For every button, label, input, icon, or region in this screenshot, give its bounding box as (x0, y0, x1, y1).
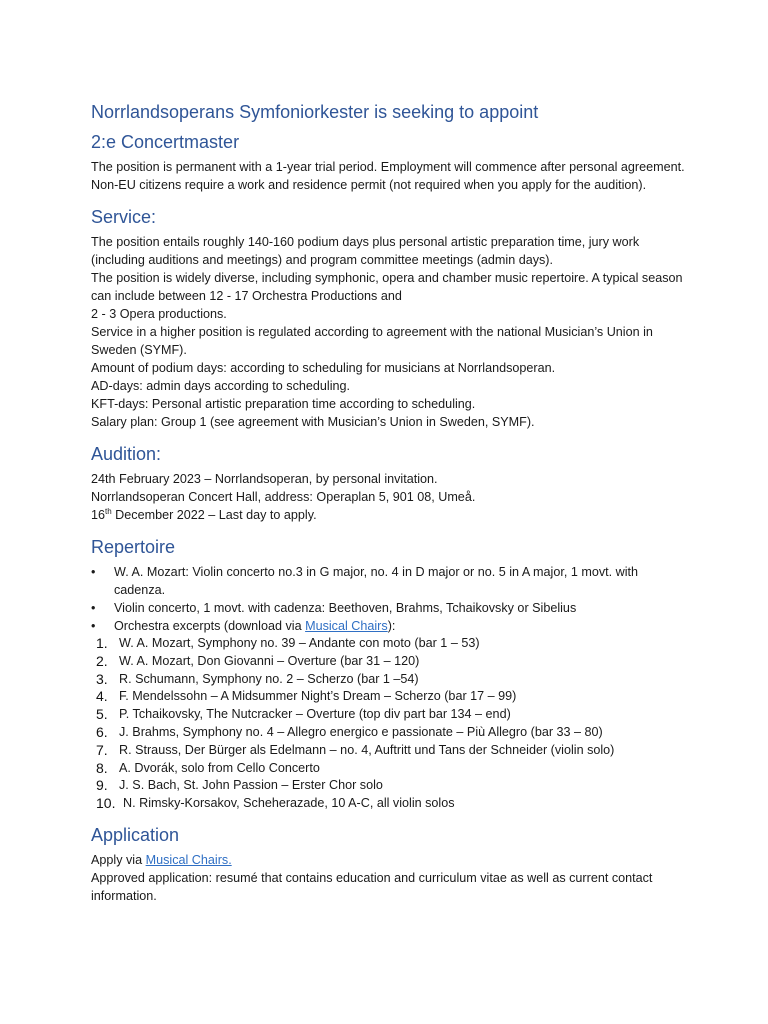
repertoire-section (91, 563, 691, 813)
list-item: 5. P. Tchaikovsky, The Nutcracker – Overture (top div part bar 134 – end) (96, 706, 511, 723)
audition-heading: Audition: (91, 444, 162, 464)
list-item: 4. F. Mendelssohn – A Midsummer Night’s Dream – Scherzo (bar 17 – 99) (96, 688, 517, 705)
service-line: AD-days: admin days according to scheduling. (91, 379, 351, 393)
excerpts-list (91, 635, 691, 813)
list-item: 2. W. A. Mozart, Don Giovanni – Overture (bar 31 – 120) (96, 652, 420, 669)
service-line: Service in a higher position is regulated according to agreement with the national Musician’s Union in Sweden (SYMF). (91, 325, 653, 357)
list-item: 9. J. S. Bach, St. John Passion – Erster Chor solo (96, 777, 383, 794)
musical-chairs-apply-link[interactable]: Musical Chairs. (145, 852, 232, 867)
service-line: Amount of podium days: according to scheduling for musicians at Norrlandsoperan. (91, 361, 556, 375)
service-line: KFT-days: Personal artistic preparation time according to scheduling. (91, 397, 476, 411)
service-line: Salary plan: Group 1 (see agreement with Musician’s Union in Sweden, SYMF). (91, 415, 535, 429)
list-item: 10. N. Rimsky-Korsakov, Scheherazade, 10 A-C, all violin solos (96, 795, 455, 812)
apply-line: Apply via Musical Chairs. (91, 852, 232, 867)
list-item: 3. R. Schumann, Symphony no. 2 – Scherzo (bar 1 –54) (96, 670, 419, 687)
list-item: 7. R. Strauss, Der Bürger als Edelmann – no. 4, Auftritt und Tans der Schneider (violin solo) (96, 741, 615, 758)
application-section (91, 851, 691, 905)
musical-chairs-link[interactable]: Musical Chairs (305, 619, 388, 633)
intro-paragraph: The position is permanent with a 1-year trial period. Employment will commence after personal agreement. Non-EU citizens require a work and residence permit (not required when you apply for the audition). (91, 160, 685, 192)
audition-section (91, 470, 691, 524)
service-section (91, 233, 691, 431)
approved-application-text: Approved application: resumé that contains education and curriculum vitae as well as current contact information. (91, 870, 653, 903)
list-item: 6. J. Brahms, Symphony no. 4 – Allegro energico e passionate – Più Allegro (bar 33 – 80) (96, 723, 603, 740)
service-line: 2 - 3 Opera productions. (91, 307, 227, 321)
document-content (91, 100, 691, 905)
service-line: The position entails roughly 140-160 podium days plus personal artistic preparation time, jury work (including auditions and meetings) and program committee meetings (admin days). (91, 235, 640, 267)
list-item: • Orchestra excerpts (download via Musical Chairs): (91, 617, 691, 635)
list-item: • W. A. Mozart: Violin concerto no.3 in G major, no. 4 in D major or no. 5 in A major, 1 movt. with cadenza. (91, 563, 691, 599)
audition-date: 24th February 2023 – Norrlandsoperan, by personal invitation. (91, 472, 438, 486)
repertoire-bullets (91, 563, 691, 635)
audition-address: Norrlandsoperan Concert Hall, address: Operaplan 5, 901 08, Umeå. (91, 490, 476, 504)
service-heading: Service: (91, 207, 157, 227)
list-item: 8. A. Dvorák, solo from Cello Concerto (96, 759, 320, 776)
application-deadline: 16th December 2022 – Last day to apply. (91, 506, 317, 522)
list-item: • Violin concerto, 1 movt. with cadenza: Beethoven, Brahms, Tchaikovsky or Sibelius (91, 599, 691, 617)
service-line: The position is widely diverse, including symphonic, opera and chamber music repertoire. A typical season can include between 12 - 17 Orchestra Productions and (91, 271, 683, 303)
application-heading: Application (91, 824, 180, 845)
repertoire-heading: Repertoire (91, 537, 176, 557)
position-title: 2:e Concertmaster (91, 132, 240, 152)
list-item: 1. W. A. Mozart, Symphony no. 39 – Andante con moto (bar 1 – 53) (96, 635, 480, 651)
page-title: Norrlandsoperans Symfoniorkester is seeking to appoint (91, 102, 539, 122)
